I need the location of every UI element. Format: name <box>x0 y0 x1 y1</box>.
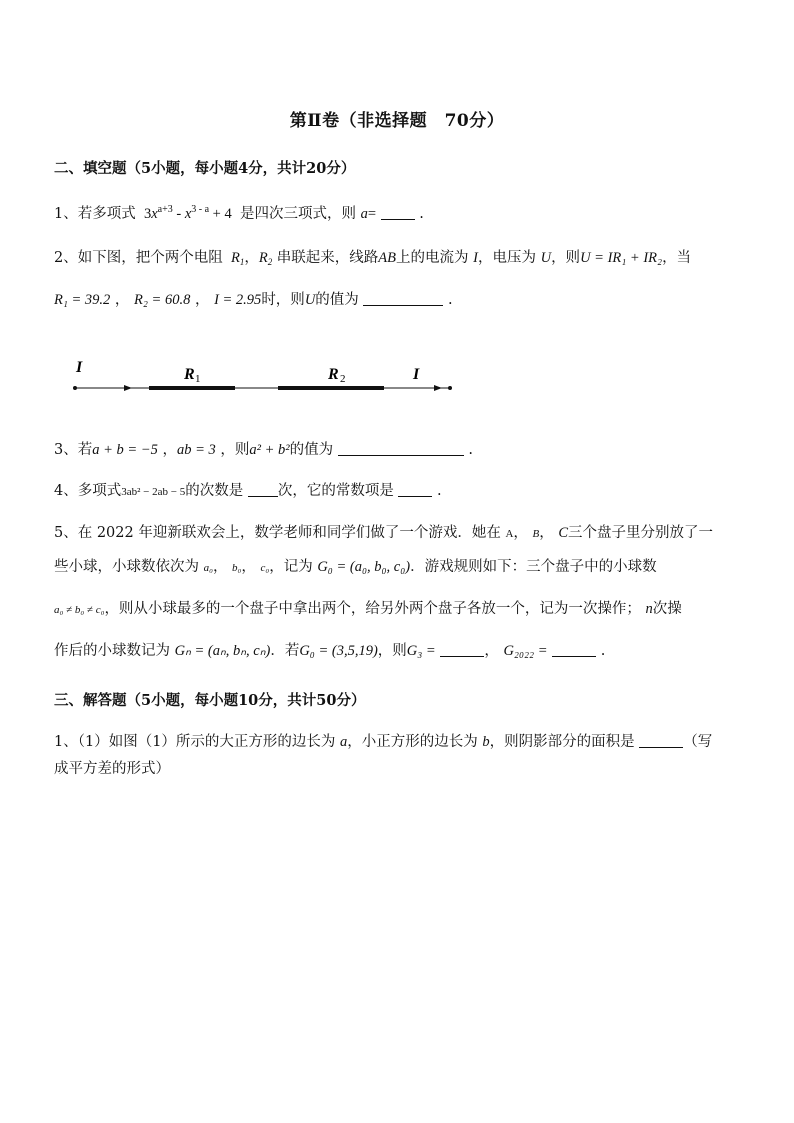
q2-lead: 2、如下图，把个两个电阻 <box>54 250 223 266</box>
q1-answer-blank[interactable] <box>381 205 415 220</box>
q2-voltage: U <box>540 250 552 266</box>
q2-comma: ， <box>244 250 259 266</box>
q2-end: . <box>448 292 453 308</box>
q3-cond2: ab = 3 <box>176 442 216 458</box>
q5-line3-b: 次操 <box>652 601 682 617</box>
current-label-right: I <box>413 366 420 383</box>
q2-r2-value: R₂ = 60.8 <box>134 292 191 308</box>
q5-b0: b₀ <box>232 562 242 574</box>
p1-line2: 成平方差的形式） <box>54 761 170 777</box>
q3-end: . <box>468 442 473 458</box>
q4-expr: 3ab² − 2ab − 5 <box>121 486 186 498</box>
question-3 <box>54 439 473 461</box>
q5-n: n <box>645 601 653 617</box>
q5-line4-a: 作后的小球数记为 <box>54 643 170 659</box>
q4-lead: 4、多项式 <box>54 483 122 499</box>
q1-end: . <box>419 206 424 222</box>
q5-c0: c₀ <box>260 562 270 574</box>
question-1 <box>54 199 424 225</box>
q3-sep: ， <box>162 442 177 458</box>
q5-g0-def: G₀ = (a₀, b₀, c₀) <box>317 559 411 575</box>
r2-label: R <box>328 366 339 383</box>
q2-formula: U = IR₁ + IR₂ <box>580 250 663 266</box>
q2-text1: 串联起来，线路 <box>276 250 379 266</box>
q2-answer-blank[interactable] <box>363 291 443 306</box>
q2-current: I <box>473 250 478 266</box>
q1-polynomial: $3x^{a+3} - x^{3 - a} + 4$ <box>140 204 236 222</box>
circuit-right-node <box>448 386 452 390</box>
r1-label-sub: 1 <box>195 373 201 385</box>
problem-1-line-1 <box>54 731 712 753</box>
q5-line4-d: ， <box>484 643 499 659</box>
current-label-left: I <box>76 359 83 376</box>
q2-line2-t1: 时，则 <box>261 292 305 308</box>
question-5-line-3 <box>54 598 682 621</box>
p1-line1b: ，小正方形的边长为 <box>347 734 478 750</box>
q2-u: U <box>304 292 316 308</box>
q5-line1: 5、在 2022 年迎新联欢会上，数学老师和同学们做了一个游戏．她在 <box>54 525 501 541</box>
q2-text2: 上的电流为 <box>396 250 469 266</box>
q1-lead: 1、若多项式 <box>54 206 136 222</box>
q4-text2: 次，它的常数项是 <box>277 483 394 499</box>
question-5-line-1: 5、在 2022 年迎新联欢会上，数学老师和同学们做了一个游戏．她在 A， B， C三个盘子里分别放了一 <box>54 525 714 541</box>
q5-g2022: G₂₀₂₂ = <box>503 643 548 659</box>
q3-expr: a² + b² <box>249 442 290 458</box>
question-4 <box>54 480 442 503</box>
r1-label: R <box>184 366 195 383</box>
q5-inequality: a₀ ≠ b₀ ≠ c₀ <box>54 604 105 616</box>
problem-1-line-2 <box>54 758 170 780</box>
q4-constant-blank[interactable] <box>398 482 432 497</box>
q4-degree-blank[interactable] <box>248 482 278 497</box>
q5-g3-blank[interactable] <box>440 642 484 657</box>
q5-line2-b: ，记为 <box>269 559 313 575</box>
q2-i-value: I = 2.95 <box>214 292 262 308</box>
circuit-left-node <box>73 386 77 390</box>
r2-label-sub: 2 <box>340 373 346 385</box>
p1-var-a: a <box>340 734 348 750</box>
resistor-r2 <box>278 386 384 390</box>
q3-text: ，则 <box>220 442 250 458</box>
page-title: 第Ⅱ卷（非选择题 70分） <box>289 111 505 131</box>
q1-var: a <box>360 206 368 222</box>
left-arrow-icon <box>124 385 132 391</box>
q4-end: . <box>437 483 442 499</box>
p1-line1a: 1、（1）如图（1）所示的大正方形的边长为 <box>54 734 336 750</box>
q2-line2-t2: 的值为 <box>315 292 359 308</box>
q5-gn: Gₙ = (aₙ, bₙ, cₙ) <box>174 643 271 659</box>
q2-text3: ，电压为 <box>477 250 536 266</box>
p1-line1d: （写 <box>683 734 713 750</box>
q5-line3-a: ，则从小球最多的一个盘子中拿出两个，给另外两个盘子各放一个，记为一次操作； <box>104 601 641 617</box>
q1-middle: 是四次三项式，则 <box>239 206 356 222</box>
q5-g2022-blank[interactable] <box>552 642 596 657</box>
question-5-line-4 <box>54 640 605 662</box>
q5-g0-value: G₀ = (3,5,19) <box>299 643 378 659</box>
q2-text5: ，当 <box>662 250 692 266</box>
section-fill-blank-heading: 二、填空题（5小题，每小题4分，共计20分） <box>54 160 356 177</box>
p1-line1c: ，则阴影部分的面积是 <box>489 734 635 750</box>
q2-ab: AB <box>378 250 397 266</box>
p1-answer-blank[interactable] <box>639 733 683 748</box>
right-arrow-icon <box>434 385 442 391</box>
q3-cond1: a + b = −5 <box>92 442 158 458</box>
q5-line4-c: ，则 <box>377 643 407 659</box>
q3-text2: 的值为 <box>289 442 334 458</box>
q2-r2: $R_2$ <box>258 250 273 267</box>
section-solve-heading: 三、解答题（5小题，每小题10分，共计50分） <box>54 692 366 709</box>
q2-r1: $R_1$ <box>230 250 245 267</box>
question-5-line-2: 些小球，小球数依次为 a₀， b₀， c₀，记为 G₀ = (a₀, b₀, c₀)．游戏规则如下：三个盘子中的小球数 <box>54 559 657 575</box>
question-2-line-1 <box>54 247 691 273</box>
q3-lead: 3、若 <box>54 442 93 458</box>
question-2-line-2: R₁ = 39.2 ， R₂ = 60.8 ， I = 2.95时，则U的值为 . <box>54 292 453 308</box>
q4-text1: 的次数是 <box>185 483 244 499</box>
p1-var-b: b <box>482 734 490 750</box>
q1-eq: = <box>367 206 377 222</box>
q2-text4: ，则 <box>551 250 581 266</box>
q2-r1-value: R₁ = 39.2 <box>54 292 111 308</box>
q5-plate-a: A <box>505 528 514 540</box>
q5-line4-b: ．若 <box>270 643 300 659</box>
q5-line2-a: 些小球，小球数依次为 <box>54 559 199 575</box>
q3-answer-blank[interactable] <box>338 441 464 456</box>
q5-end: . <box>600 643 606 659</box>
q5-plate-b: B <box>532 528 540 540</box>
q5-line1-end: 三个盘子里分别放了一 <box>568 525 714 541</box>
q5-a0: a₀ <box>203 562 213 574</box>
q5-plate-c: C <box>558 525 569 541</box>
q5-g3: G₃ = <box>406 643 436 659</box>
q5-line2-c: ．游戏规则如下：三个盘子中的小球数 <box>410 559 657 575</box>
resistor-r1 <box>149 386 235 390</box>
circuit-diagram <box>60 352 460 400</box>
